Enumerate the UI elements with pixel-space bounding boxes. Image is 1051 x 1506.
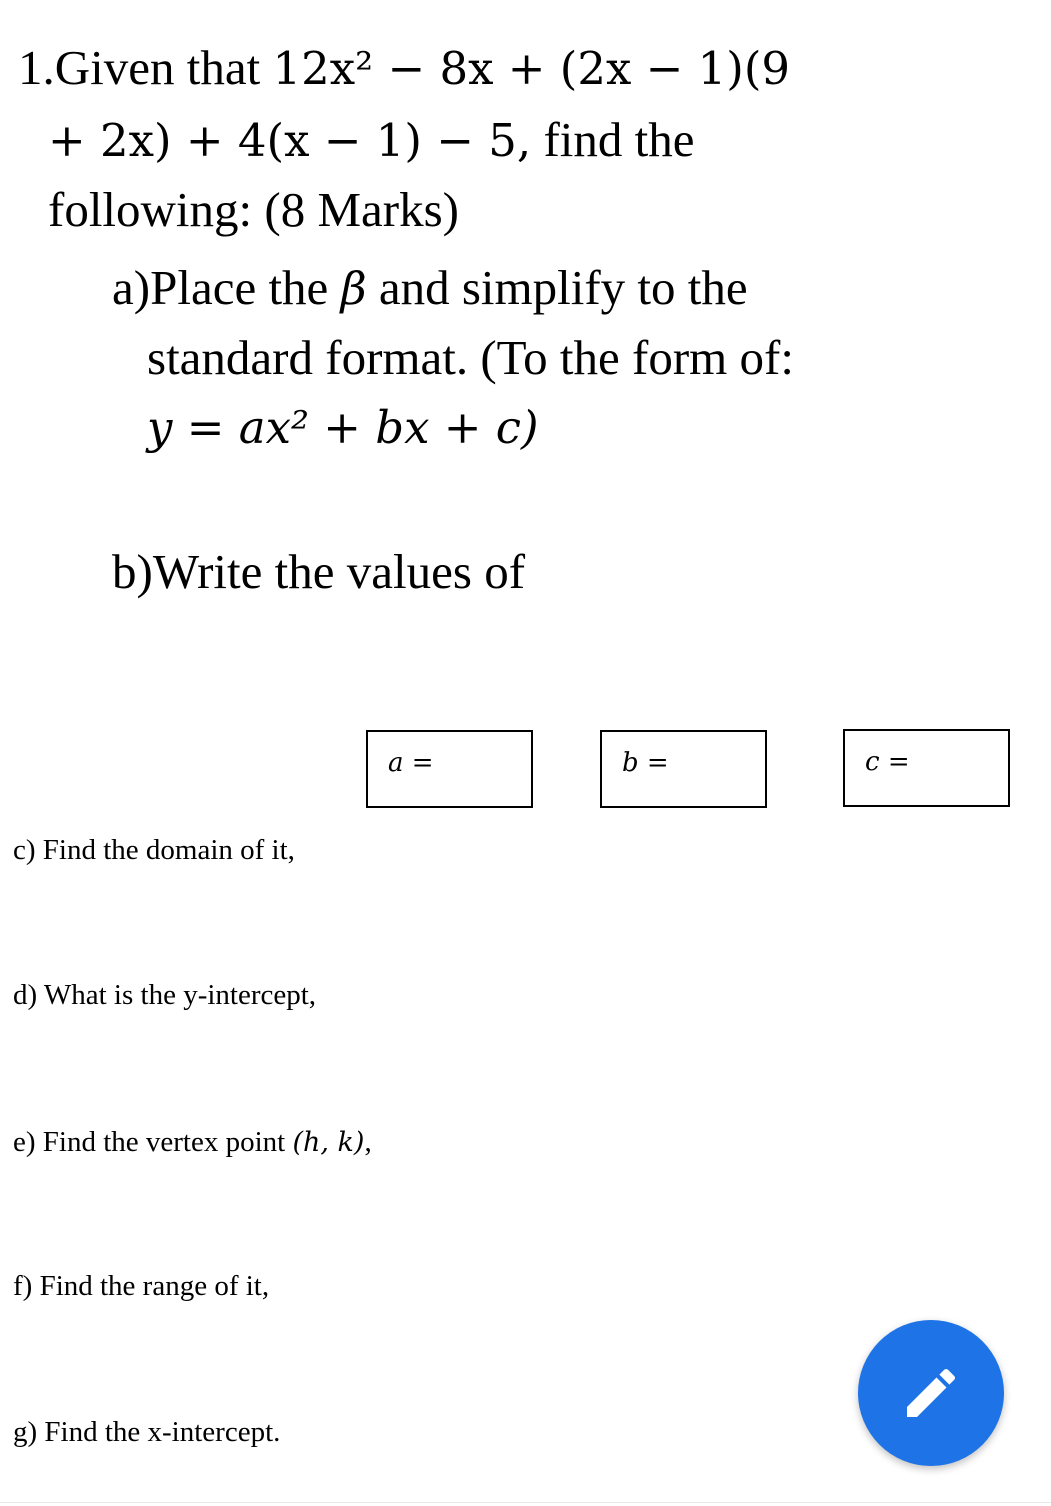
expression-part-2: + 2x) + 4(x − 1) − 5, bbox=[48, 114, 532, 167]
answer-box-a-label: a = bbox=[388, 748, 434, 778]
part-a-standard-format-text: standard format. (To the form of: bbox=[147, 330, 794, 385]
part-c-text: c) Find the domain of it, bbox=[13, 834, 295, 866]
part-a-text-1: Place the bbox=[150, 260, 329, 315]
part-b-line bbox=[112, 544, 525, 600]
part-a-text-2: and simplify to the bbox=[378, 260, 748, 315]
question-number: 1. bbox=[18, 40, 55, 95]
part-b-label: b) bbox=[112, 544, 153, 599]
question-marks-text: following: (8 Marks) bbox=[48, 182, 459, 237]
question-line-1 bbox=[18, 40, 790, 97]
part-f-text: f) Find the range of it, bbox=[13, 1270, 270, 1302]
beta-symbol: β bbox=[340, 262, 367, 315]
question-line-3 bbox=[48, 182, 459, 238]
part-a-formula: y = ax² + bx + c) bbox=[147, 401, 539, 454]
part-e-text: e) Find the vertex point bbox=[13, 1126, 286, 1158]
question-intro: Given that bbox=[54, 40, 261, 95]
part-a-line-1 bbox=[112, 260, 748, 317]
answer-box-b[interactable] bbox=[600, 730, 767, 808]
answer-box-b-label: b = bbox=[622, 748, 669, 778]
answer-box-a[interactable] bbox=[366, 730, 533, 808]
part-d-text: d) What is the y-intercept, bbox=[13, 979, 317, 1011]
expression-part-1: 12x² − 8x + (2x − 1)(9 bbox=[272, 42, 791, 95]
part-e-line bbox=[13, 1124, 372, 1161]
pencil-icon bbox=[899, 1361, 963, 1425]
part-a-label: a) bbox=[112, 260, 151, 315]
question-line-2 bbox=[48, 112, 695, 169]
part-g-text: g) Find the x-intercept. bbox=[13, 1416, 281, 1448]
vertex-notation: (h, k) bbox=[292, 1127, 365, 1158]
answer-box-c-label: c = bbox=[865, 747, 910, 777]
part-b-text: Write the values of bbox=[152, 544, 526, 599]
answer-box-c[interactable] bbox=[843, 729, 1010, 807]
part-a-line-2 bbox=[147, 330, 794, 386]
edit-fab-button[interactable] bbox=[858, 1320, 1004, 1466]
part-e-tail: , bbox=[364, 1126, 372, 1158]
question-intro-tail: find the bbox=[543, 112, 695, 167]
bottom-divider bbox=[0, 1502, 1051, 1503]
